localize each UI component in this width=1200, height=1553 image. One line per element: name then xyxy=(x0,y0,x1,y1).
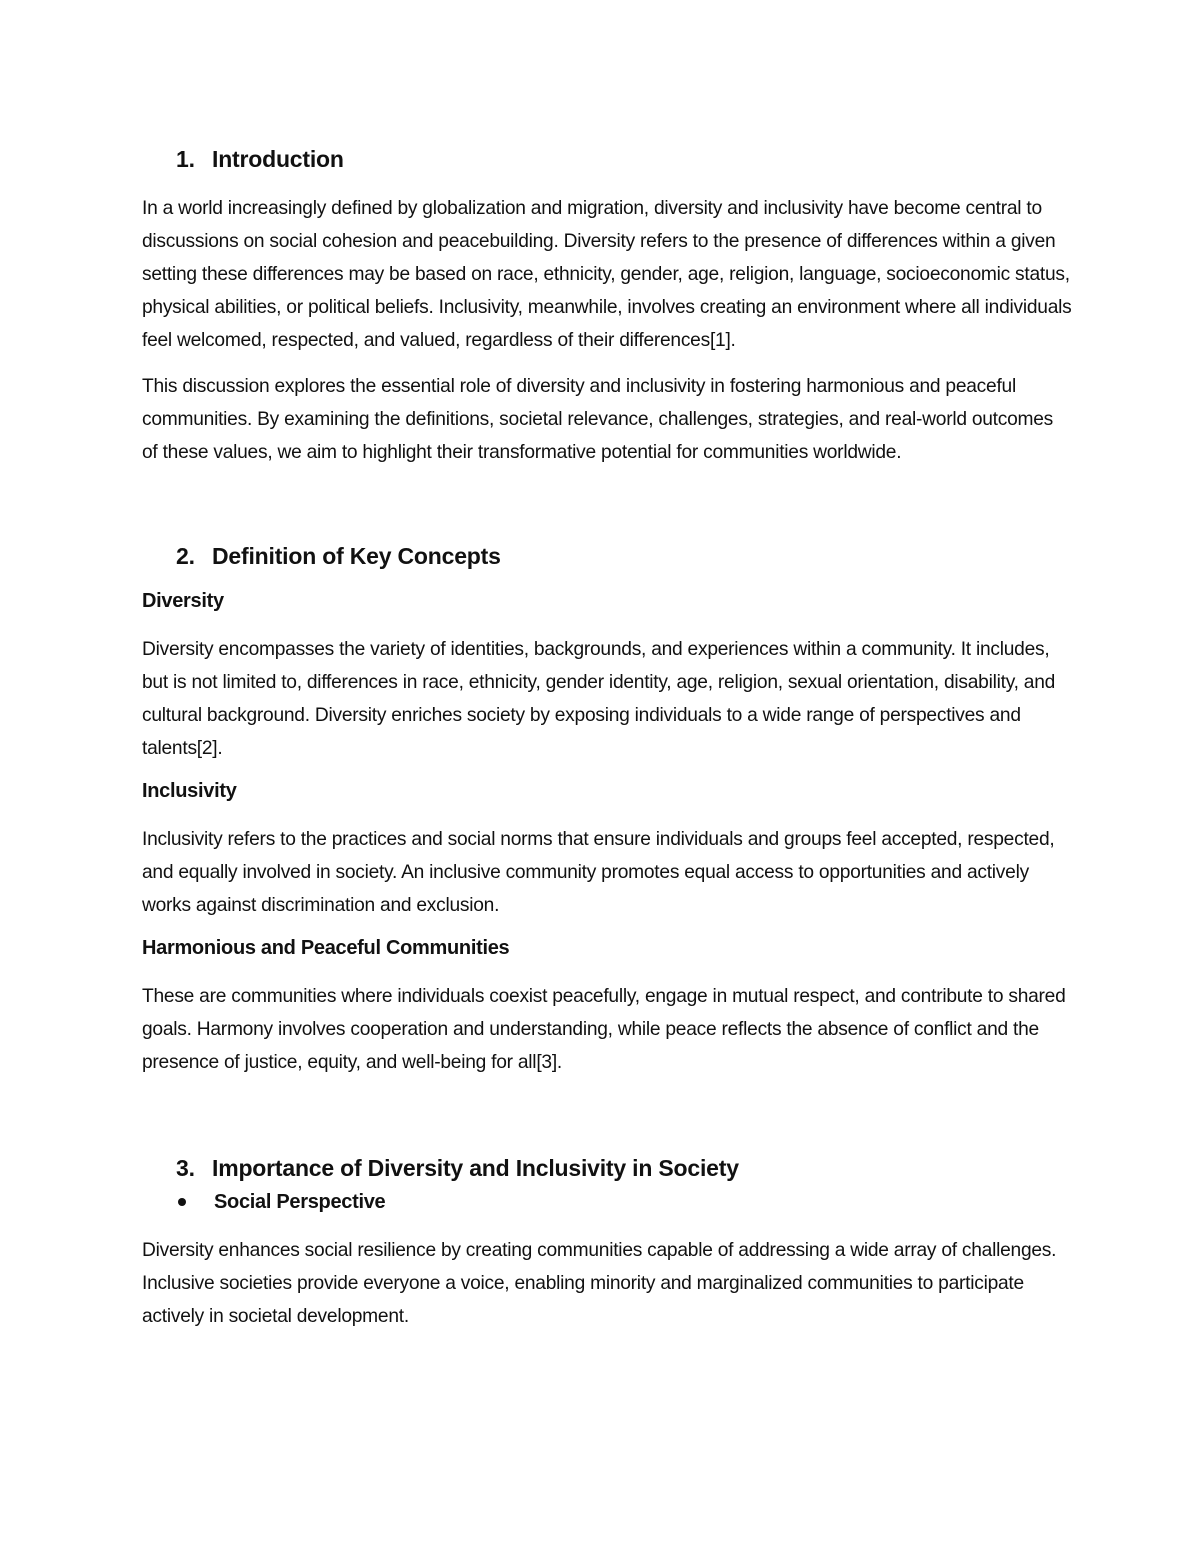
paragraph: Diversity enhances social resilience by creating communities capable of addressing a wide array of challenges. Inclusive societies provide everyone a voice, enabling minority and marginalized communities to participate actively in societal development. xyxy=(142,1240,1057,1327)
section-heading-definitions xyxy=(142,537,1072,575)
document-page xyxy=(142,140,1072,1333)
section-number: 2. xyxy=(176,543,195,569)
bullet-social-perspective xyxy=(142,1187,1072,1217)
section-heading-introduction xyxy=(142,140,1072,178)
subheading-diversity: Diversity xyxy=(142,590,224,612)
section-title: Definition of Key Concepts xyxy=(212,543,501,569)
paragraph: This discussion explores the essential role of diversity and inclusivity in fostering harmonious and peaceful communities. By examining the definitions, societal relevance, challenges, strategies, and real-world outcomes of these values, we aim to highlight their transformative potential for communities worldwide. xyxy=(142,376,1054,463)
bullet-label: Social Perspective xyxy=(214,1191,386,1213)
bullet-dot-icon xyxy=(178,1198,186,1206)
section-title: Importance of Diversity and Inclusivity in Society xyxy=(212,1155,739,1181)
section-number: 3. xyxy=(176,1155,195,1181)
section-heading-importance xyxy=(142,1149,1072,1187)
paragraph: Inclusivity refers to the practices and social norms that ensure individuals and groups feel accepted, respected, and equally involved in society. An inclusive community promotes equal access to opportunities and actively works against discrimination and exclusion. xyxy=(142,829,1055,916)
section-number: 1. xyxy=(176,146,195,172)
paragraph: These are communities where individuals coexist peacefully, engage in mutual respect, and contribute to shared goals. Harmony involves cooperation and understanding, while peace reflects the absence of conflict and the presence of justice, equity, and well-being for all[3]. xyxy=(142,986,1066,1073)
subheading-harmonious-communities: Harmonious and Peaceful Communities xyxy=(142,937,510,959)
subheading-inclusivity: Inclusivity xyxy=(142,780,237,802)
paragraph: In a world increasingly defined by globalization and migration, diversity and inclusivity have become central to discussions on social cohesion and peacebuilding. Diversity refers to the presence of differences within a given setting these differences may be based on race, ethnicity, gender, age, religion, language, socioeconomic status, physical abilities, or political beliefs. Inclusivity, meanwhile, involves creating an environment where all individuals feel welcomed, respected, and valued, regardless of their differences[1]. xyxy=(142,198,1072,351)
section-title: Introduction xyxy=(212,146,344,172)
paragraph: Diversity encompasses the variety of identities, backgrounds, and experiences within a community. It includes, but is not limited to, differences in race, ethnicity, gender identity, age, religion, sexual orientation, disability, and cultural background. Diversity enriches society by exposing individuals to a wide range of perspectives and talents[2]. xyxy=(142,639,1056,759)
